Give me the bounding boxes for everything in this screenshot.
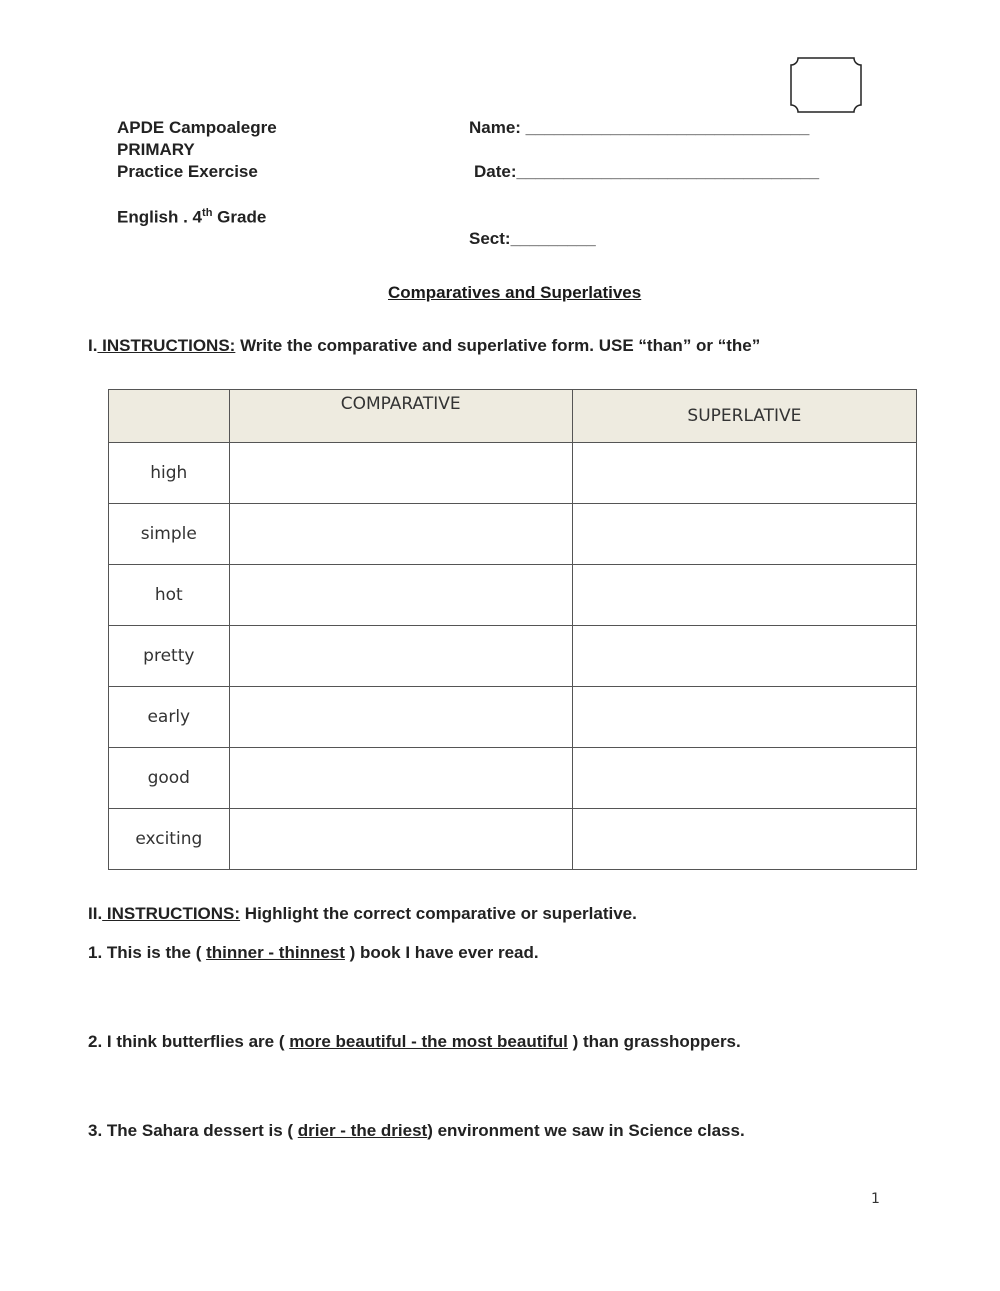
grade-ordinal: th (202, 207, 213, 219)
subject-prefix: English . 4 (117, 207, 203, 227)
header-word-cell (109, 390, 230, 443)
grade-suffix: Grade (212, 207, 267, 227)
corner-frame-icon (790, 57, 862, 113)
section1-text-a: Write the comparative and superlative form. USE “ (235, 336, 647, 355)
comparative-answer-cell[interactable] (229, 565, 572, 626)
superlative-answer-cell[interactable] (572, 565, 916, 626)
section2-number: II. (88, 904, 103, 923)
page-number: 1 (871, 1191, 880, 1207)
question-number: 2. (88, 1032, 103, 1051)
superlative-answer-cell[interactable] (572, 504, 916, 565)
page-title: Comparatives and Superlatives (388, 283, 642, 302)
section1-text-b: ” or “ (682, 336, 727, 355)
section1-number: I. (88, 336, 98, 355)
question-text: I think butterflies are ( (102, 1032, 290, 1051)
question-text: ) (567, 1032, 583, 1051)
question-text: This is (102, 943, 166, 962)
date-field[interactable]: Date:________________________________ (474, 162, 820, 181)
worksheet-table (108, 389, 917, 870)
answer-options[interactable]: drier - the driest (297, 1121, 428, 1140)
comparative-answer-cell[interactable] (229, 443, 572, 504)
table-row (109, 626, 917, 687)
section2-text: Highlight the correct comparative or superlative. (240, 904, 637, 923)
section1-label: INSTRUCTIONS: (97, 336, 236, 355)
adjective-cell: simple (109, 504, 230, 565)
superlative-answer-cell[interactable] (572, 626, 916, 687)
table-row (109, 565, 917, 626)
table-row (109, 504, 917, 565)
header-comparative: COMPARATIVE (229, 390, 572, 443)
question-2 (88, 1032, 741, 1052)
question-text: The Sahara dessert is ( (102, 1121, 298, 1140)
question-number: 3. (88, 1121, 103, 1140)
superlative-answer-cell[interactable] (572, 748, 916, 809)
superlative-answer-cell[interactable] (572, 687, 916, 748)
keyword-than: than (646, 336, 683, 355)
question-text: ) environment we saw in Science class. (427, 1121, 745, 1140)
superlative-answer-cell[interactable] (572, 809, 916, 870)
table-row (109, 443, 917, 504)
subject-grade (117, 207, 266, 228)
question-3 (88, 1121, 745, 1141)
section1-text-c: ” (751, 336, 761, 355)
adjective-cell: good (109, 748, 230, 809)
question-number: 1. (88, 943, 103, 962)
school-name: APDE Campoalegre (117, 118, 277, 137)
section-field[interactable]: Sect:_________ (469, 229, 596, 248)
table-header-row (109, 390, 917, 443)
table-row (109, 748, 917, 809)
comparative-answer-cell[interactable] (229, 626, 572, 687)
section2-label: INSTRUCTIONS: (102, 904, 241, 923)
comparative-answer-cell[interactable] (229, 748, 572, 809)
header-superlative: SUPERLATIVE (572, 390, 916, 443)
question-text: ) book I have ever read. (344, 943, 539, 962)
question-text: grasshoppers. (618, 1032, 741, 1051)
exercise-type: Practice Exercise (117, 162, 258, 181)
adjective-cell: hot (109, 565, 230, 626)
comparative-answer-cell[interactable] (229, 504, 572, 565)
adjective-cell: exciting (109, 809, 230, 870)
answer-options[interactable]: more beautiful - the most beautiful (289, 1032, 568, 1051)
comparative-answer-cell[interactable] (229, 809, 572, 870)
name-field[interactable]: Name: ______________________________ (469, 118, 810, 137)
superlative-answer-cell[interactable] (572, 443, 916, 504)
school-level: PRIMARY (117, 140, 195, 159)
question-paren: ( (190, 943, 207, 962)
question-keyword: than (582, 1032, 619, 1051)
answer-options[interactable]: thinner - thinnest (206, 943, 345, 962)
section2-instructions (88, 904, 637, 924)
question-1 (88, 943, 539, 963)
comparative-answer-cell[interactable] (229, 687, 572, 748)
section1-instructions (88, 336, 760, 356)
table-row (109, 687, 917, 748)
adjective-cell: high (109, 443, 230, 504)
adjective-cell: early (109, 687, 230, 748)
question-keyword: the (165, 943, 191, 962)
table-row (109, 809, 917, 870)
adjective-cell: pretty (109, 626, 230, 687)
keyword-the: the (726, 336, 752, 355)
